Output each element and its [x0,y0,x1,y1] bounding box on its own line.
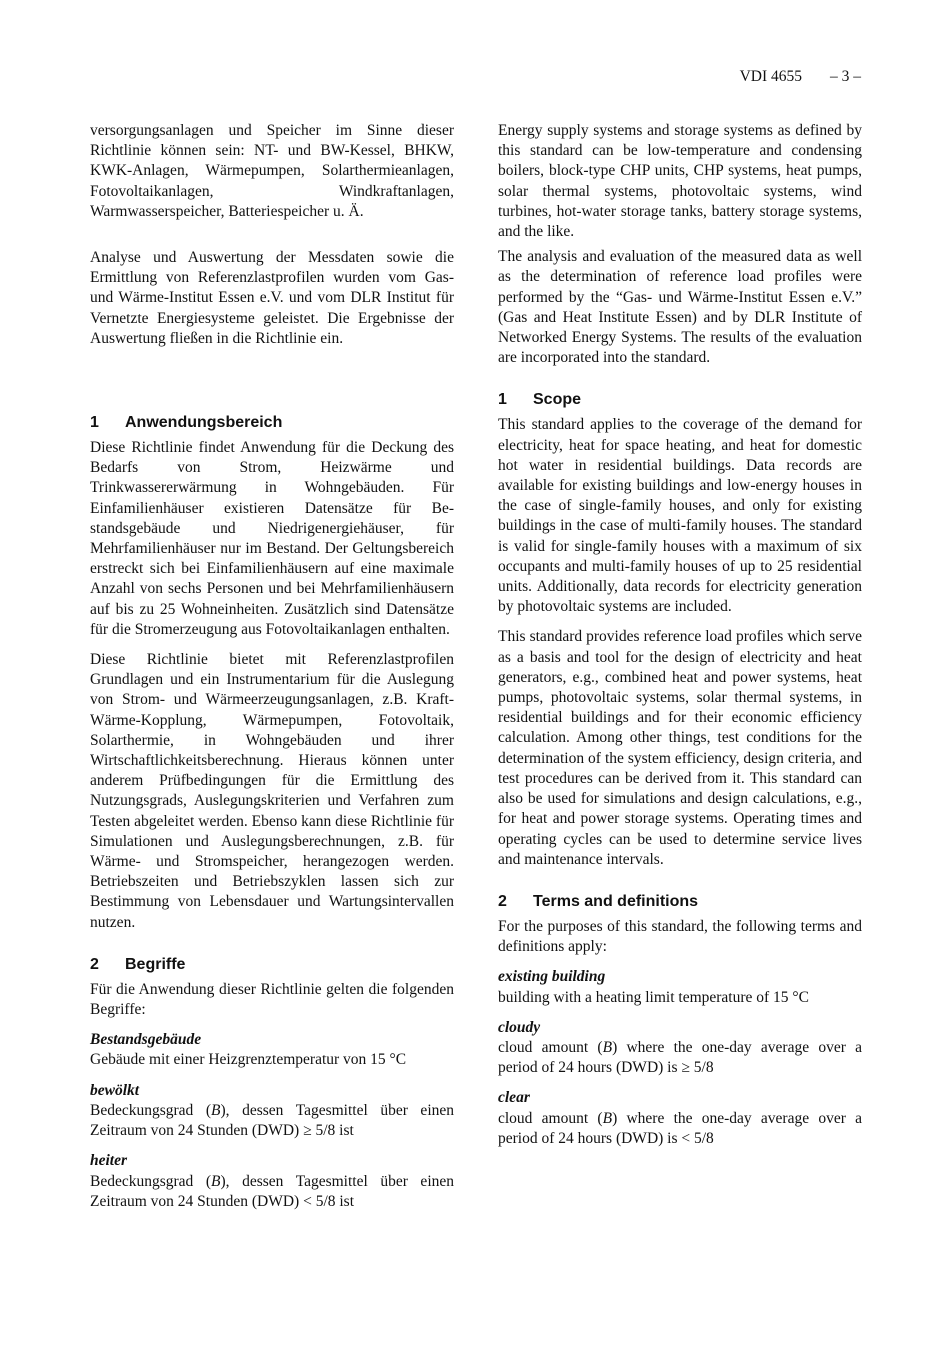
section-title: Anwendungsbereich [125,414,283,431]
term-definition: cloud amount (B) where the one-day average over a period of 24 hours (DWD) is ≥ 5/8 [498,1038,863,1077]
intro-paragraph-2: The analysis and evaluation of the measured data as well as the determination of reference load profiles were performed by the “Gas- und Wärme-Institut Essen e.V.” (Gas and Heat Institute Essen) and by DLR Institute of Networked Energy Systems. The results of the evaluation are incorporated into the standard. [498,248,862,367]
term-definition: cloud amount (B) where the one-day average over a period of 24 hours (DWD) is < 5/8 [498,1109,863,1147]
section-title: Terms and definitions [533,892,699,910]
term: Bestandsgebäude [90,1031,202,1049]
term-definition: Bedeckungsgrad (B), dessen Tagesmittel über einen Zeitraum von 24 Stunden (DWD) ≥ 5/8 ist [90,1101,455,1140]
section-title: Scope [533,391,582,409]
section-2-heading [90,955,454,975]
section-number: 2 [90,955,99,973]
section-1-heading [498,390,862,410]
german-column [90,121,454,1222]
term: heiter [90,1152,128,1170]
page-number: – 3 – [830,68,861,85]
term-definition: Bedeckungsgrad (B), dessen Tagesmittel über einen Zeitraum von 24 Stunden (DWD) < 5/8 ist [90,1172,455,1210]
section-2-intro: For the purposes of this standard, the following terms and definitions apply: [498,917,862,956]
section-1-heading [90,413,454,433]
document-id: VDI 4655 [739,68,802,85]
page-header [740,68,861,86]
section-1-paragraph-2: Diese Richtlinie bietet mit Referenzlastprofilen Grundlagen und ein Instrumentarium für die Auslegung von Strom- und Wärmeerzeugungsanlagen, z.B. Kraft-Wärme-Kopplung, Wärmepumpen, Fotovoltaik, Solarthermie, in Wohngebäuden und ihrer Wirtschaftlichkeitsberechnung. Hieraus können unter anderem Prüfbedingungen für die Ermittlung des Nutzungsgrads, Auslegungskriterien und Verfahren zum Testen abgeleitet werden. Ebenso kann diese Richtlinie für Simulationen und Auslegungsberechnungen, z.B. für Wärme- und Stromspeicher, herangezogen werden. Betriebszeiten und Betriebszyklen lassen sich zur Bestimmung von Lebensdauer und Wartungsintervallen nutzen. [90,651,454,931]
term: clear [498,1089,530,1107]
term: cloudy [498,1018,541,1036]
section-2-intro: Für die Anwendung dieser Richtlinie gelten die folgenden Begriffe: [90,980,454,1019]
section-number: 1 [498,391,507,409]
section-1-paragraph-1: Diese Richtlinie findet Anwendung für die Deckung des Bedarfs von Strom, Heizwärme und Trinkwassererwärmung in Wohngebäuden. Für Einfamilienhäuser existieren Datensätze für Bestandsgebäude und Niedrigenergiehäuser, für Mehrfamilienhäuser nur im Bestand. Der Geltungsbereich erstreckt sich bei Einfamilienhäusern auf eine maximale Anzahl von sechs Personen und bei Mehrfamilienhäusern auf bis zu 25 Wohneinheiten. Zusätzlich sind Datensätze für die Stromerzeugung aus Fotovoltaikanlagen enthalten. [90,439,454,638]
section-1-paragraph-1: This standard applies to the coverage of the demand for electricity, heat for space heating, and heat for domestic hot water in residential buildings. Data records are available for existing buildings and low-energy houses in the case of single-family houses, and only for existing buildings in the case of multi-family houses. The standard is valid for single-family houses with a maximum of six occupants and multi-family houses of up to 25 residential units. Additionally, data records for electricity generation by photovoltaic systems are included. [498,416,862,616]
english-column [498,121,862,1159]
section-title: Begriffe [125,955,186,973]
term-definition: Gebäude mit einer Heizgrenztemperatur von 15 °C [90,1051,407,1069]
section-number: 2 [498,892,507,910]
section-1-paragraph-2: This standard provides reference load profiles which serve as a basis and tool for the design of electricity and heat generators, e.g., combined heat and power systems, heat pumps, photovoltaic systems, solar thermal systems, in residential buildings and for their economic efficiency calculation. Among other things, test conditions for the determination of the system efficiency, design criteria, and test procedures can be derived from it. This standard can also be used for simulations and design calculations, e.g., for heat and power storage systems. Operating times and operating cycles can be used to determine service lives and maintenance intervals. [498,628,862,868]
section-number: 1 [90,414,99,431]
intro-paragraph-1: Energy supply systems and storage systems as defined by this standard can be low-temperature and condensing boilers, block-type CHP units, CHP systems, heat pumps, solar thermal systems, photovoltaic systems, wind turbines, hot-water storage tanks, battery storage systems, and the like. [498,122,862,241]
term-definition: building with a heating limit temperature of 15 °C [498,988,809,1006]
term: existing building [498,968,606,986]
term: bewölkt [90,1081,140,1099]
intro-paragraph-1: versorgungsanlagen und Speicher im Sinne dieser Richtlinie können sein: NT- und BW-Kessel, BHKW, KWK-Anlagen, Wärmepumpen, Solarthermieanlagen, Fotovoltaikanlagen, Windkraftanlagen, Warmwasserspeicher, Batteriespeicher u. Ä. [90,122,454,220]
section-2-heading [498,892,862,912]
intro-paragraph-2: Analyse und Auswertung der Messdaten sowie die Ermittlung von Referenzlastprofilen wurden vom Gas- und Wärme-Institut Essen e.V. und vom DLR Institut für Vernetzte Energiesysteme geleistet. Die Ergebnisse der Auswertung fließen in die Richtlinie ein. [90,249,454,347]
